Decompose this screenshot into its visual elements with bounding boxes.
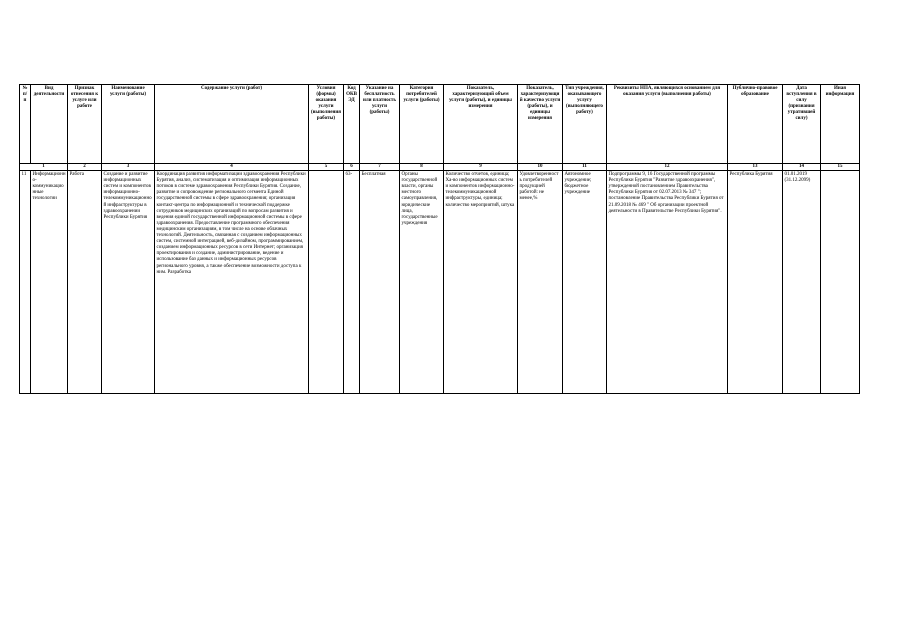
header-entity: Публично-правовое образование [728, 85, 783, 164]
services-registry-table [19, 84, 860, 394]
header-name: Наименование услуги (работы) [102, 85, 155, 164]
header-activity: Вид деятельности [31, 85, 68, 164]
column-number: 9 [444, 164, 518, 171]
cell-attribute: Работа [68, 171, 102, 394]
column-number: 8 [400, 164, 444, 171]
cell-paid: Бесплатная [360, 171, 400, 394]
header-row [20, 85, 860, 164]
cell-num: 11 [20, 171, 31, 394]
cell-npa: Подпрограммы 9, 16 Государственной программы Республики Бурятия "Развитие здравоохранения", утвержденной постановлением Правительства Республики Бурятия от 02.07.2013 № 347 "; постановление Правительства Республики Бурятия от 21.09.2018 № 469 " Об организации проектной деятельности в Правительстве Республики Бурятия". [607, 171, 728, 394]
header-quality: Показатель, характеризующий качество услуги (работы), и единицы измерения [518, 85, 563, 164]
column-number: 10 [518, 164, 563, 171]
header-other: Иная информация [821, 85, 860, 164]
header-paid: Указание на бесплатность или платность услуги (работы) [360, 85, 400, 164]
cell-okved: 63- [344, 171, 360, 394]
cell-volume: Количество отчетов, единица; Ха-во информационных систем и компонентов информационно-телекоммуникационной инфраструктуры, единица; количество мероприятий, штука [444, 171, 518, 394]
table-row [20, 171, 860, 394]
column-number: 15 [821, 164, 860, 171]
column-number: 5 [309, 164, 344, 171]
header-volume: Показатель, характеризующий объем услуги (работы), и единицы измерения [444, 85, 518, 164]
header-attribute: Признак отнесения к услуге или работе [68, 85, 102, 164]
column-number-row [20, 164, 860, 171]
column-number: 4 [155, 164, 309, 171]
header-date: Дата вступления в силу (признания утратившей силу) [783, 85, 821, 164]
cell-name: Создание и развитие информационных систем и компонентов информационно-телекоммуникационной инфраструктуры в здравоохранении Республики Бурятия [102, 171, 155, 394]
cell-consumers: Органы государственной власти, органы местного самоуправления, юридические лица, государственные учреждения [400, 171, 444, 394]
header-num: № п/п [20, 85, 31, 164]
cell-institution: Автономное учреждение; бюджетное учреждение [563, 171, 607, 394]
header-content: Содержание услуги (работ) [155, 85, 309, 164]
column-number: 12 [607, 164, 728, 171]
column-number: 6 [344, 164, 360, 171]
header-npa: Реквизиты НПА, являющихся основанием для оказания услуги (выполнения работы) [607, 85, 728, 164]
cell-quality: Удовлетворенность потребителей продукцией работой: не менее,% [518, 171, 563, 394]
cell-other [821, 171, 860, 394]
column-number: 1 [20, 164, 68, 171]
cell-conditions [309, 171, 344, 394]
column-number: 3 [102, 164, 155, 171]
cell-activity: Информационно-коммуникационные технологии [31, 171, 68, 394]
column-number: 7 [360, 164, 400, 171]
column-number: 13 [728, 164, 783, 171]
column-number: 2 [68, 164, 102, 171]
header-okved: Код ОКВЭД [344, 85, 360, 164]
column-number: 14 [783, 164, 821, 171]
header-institution: Тип учреждения, оказывающего услугу (выполняющего работу) [563, 85, 607, 164]
cell-entity: Республика Бурятия [728, 171, 783, 394]
column-number: 11 [563, 164, 607, 171]
cell-date: 01.01.2019 (31.12.2099) [783, 171, 821, 394]
header-conditions: Условия (формы) оказания услуги (выполнения работы) [309, 85, 344, 164]
header-consumers: Категория потребителей услуги (работы) [400, 85, 444, 164]
cell-content: Координация развития информатизации здравоохранения Республики Бурятия, анализ, систематизация и оптимизация информационных потоков в системе здравоохранения Республики Бурятия. Создание, развитие и сопровождение регионального сегмента Единой государственной системы в сфере здравоохранения; организация контакт-центра по информационной и технической поддержке сотрудников медицинских организаций по вопросам развития и ведения единой государственной информационной системы в сфере здравоохранения. Предоставление программного обеспечения медицинским организациям, в том числе на основе облачных технологий. Деятельность, связанная с созданием информационных систем, системной интеграцией, веб-дизайном, программированием, созданием информационных ресурсов в сети Интернет; организация проектирования и создание, администрирование, ведение и использование баз данных и информационных ресурсов регионального уровня, а также обеспечение возможности доступа к ним. Разработка [155, 171, 309, 394]
